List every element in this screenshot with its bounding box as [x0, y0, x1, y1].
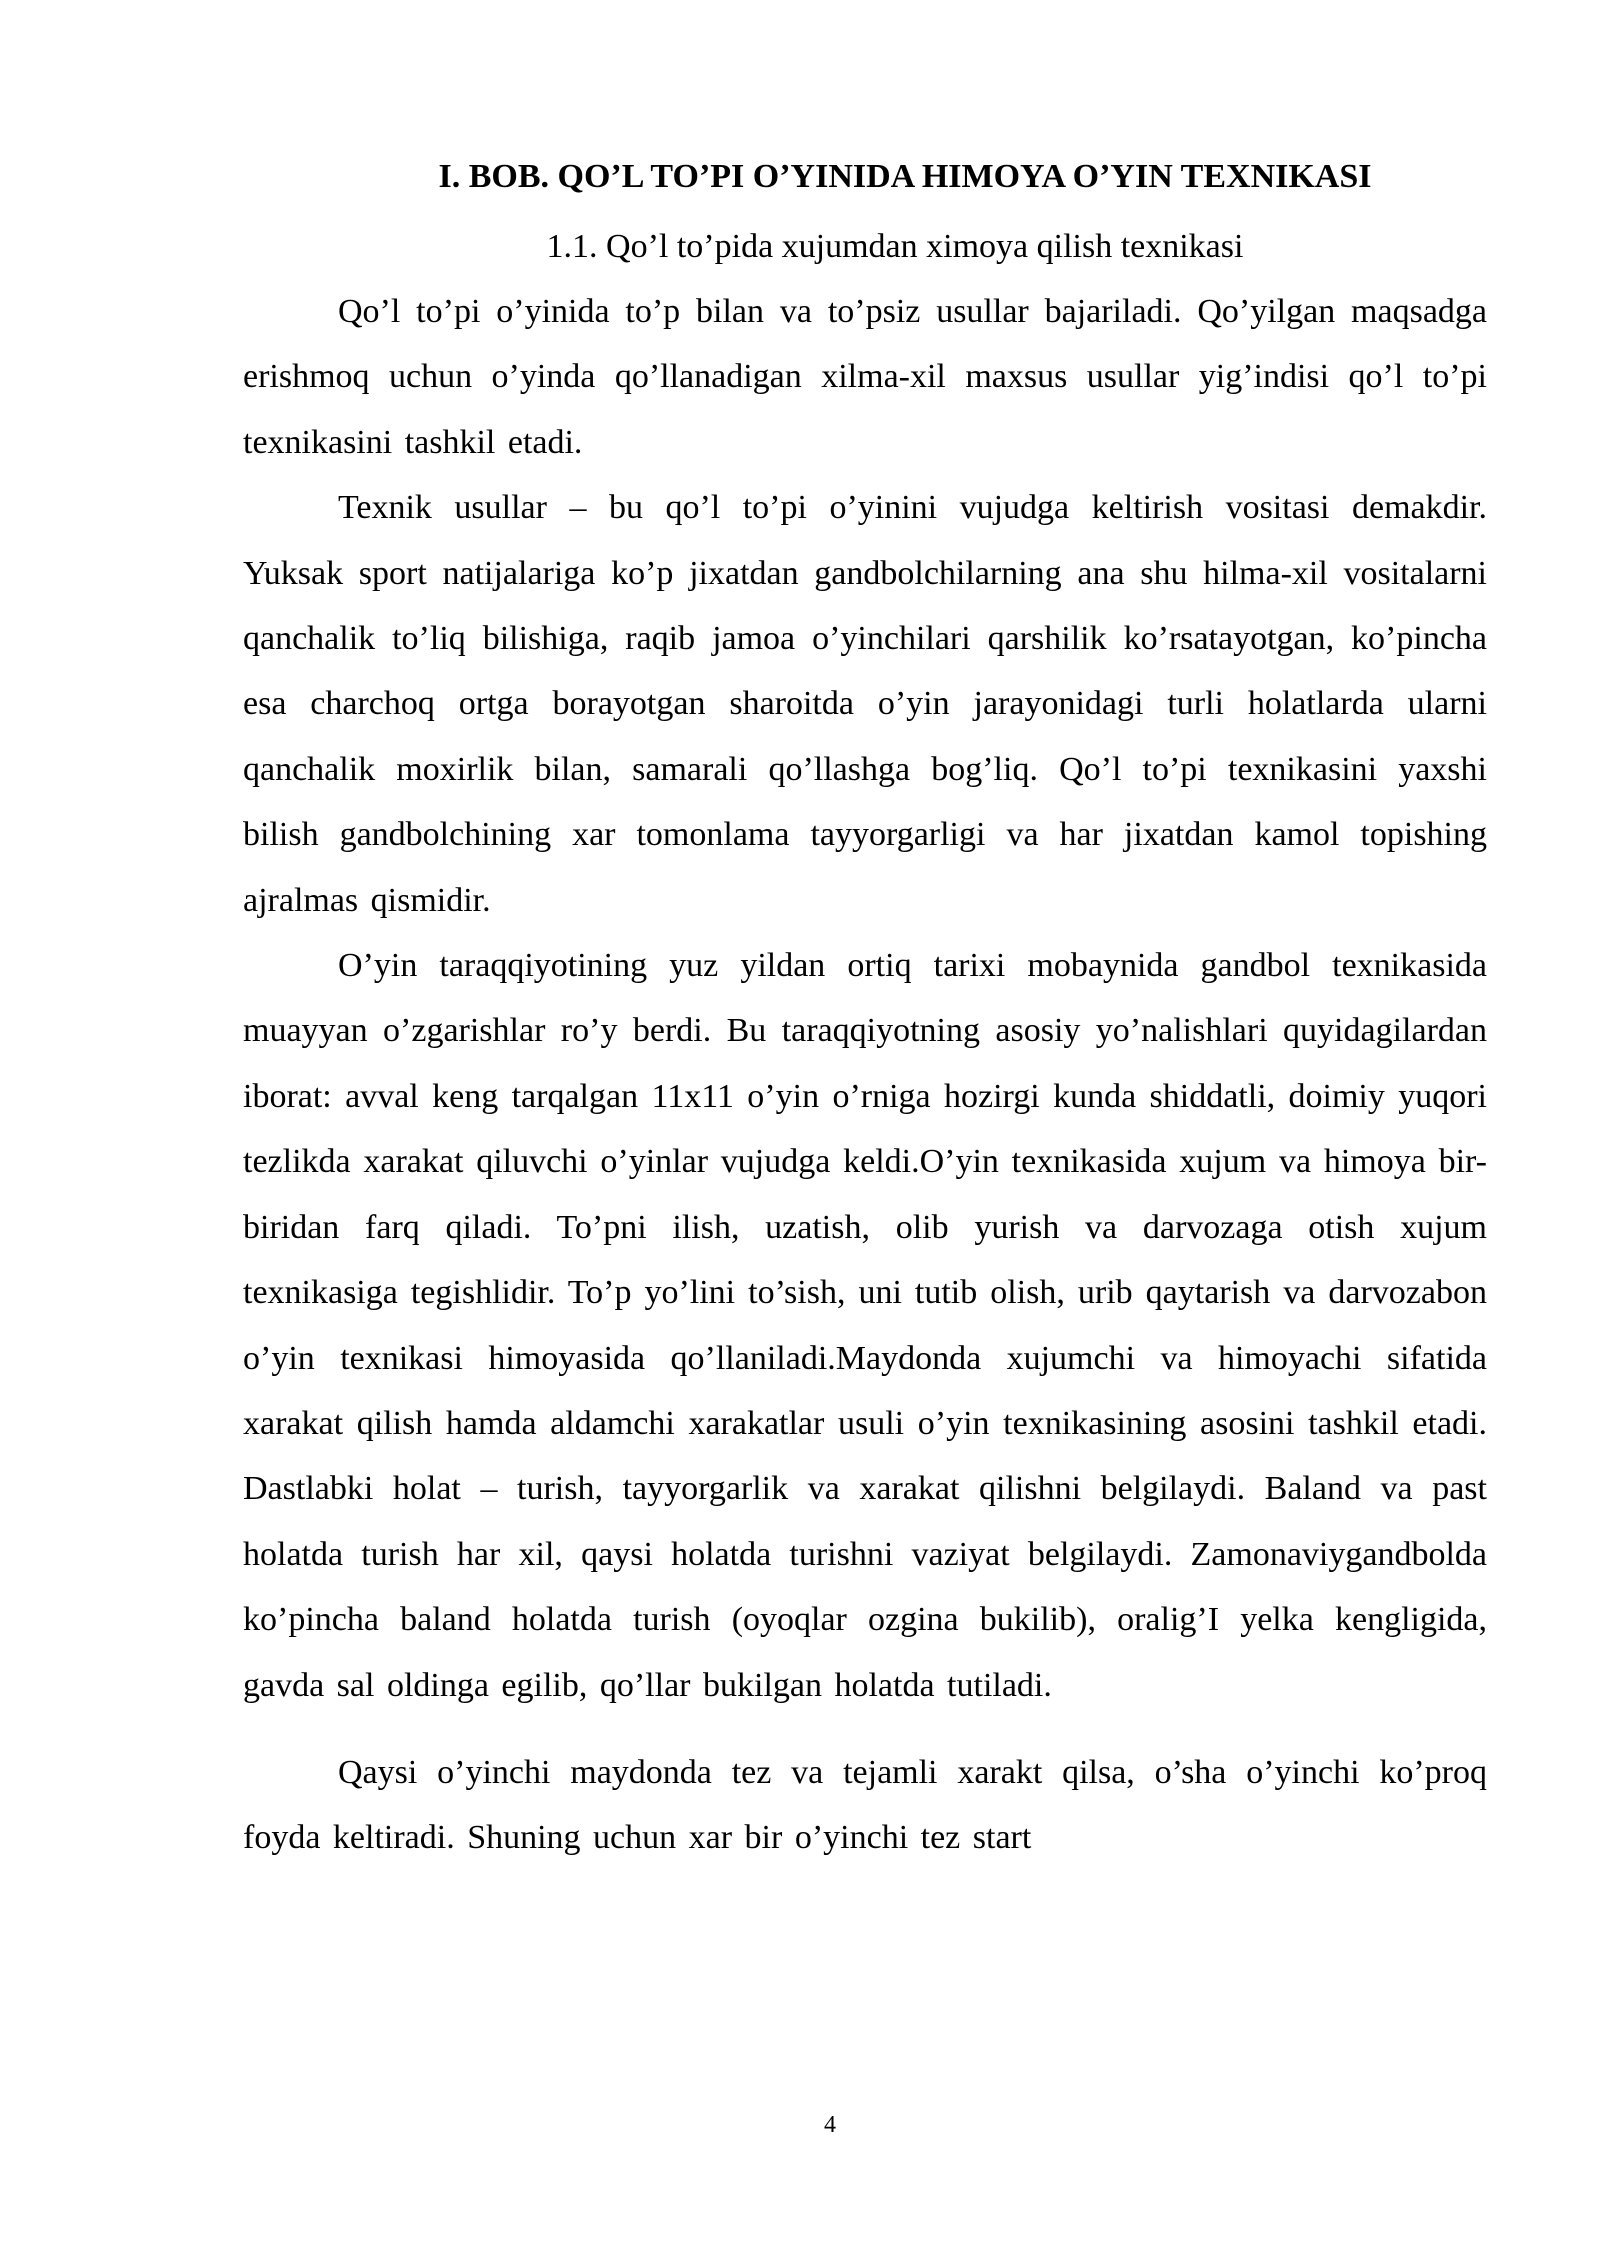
section-title: 1.1. Qo’l to’pida xujumdan ximoya qilish texnikasi [546, 228, 1244, 265]
paragraph-1: Qo’l to’pi o’yinida to’p bilan va to’psiz usullar bajariladi. Qo’yilgan maqsadga erishmoq uchun o’yinda qo’llanadigan xilma-xil maxsus usullar yig’indisi qo’l to’pi texnikasini tashkil etadi. [243, 293, 1487, 461]
paragraph-4: Qaysi o’yinchi maydonda tez va tejamli xarakt qilsa, o’sha o’yinchi ko’proq foyda keltiradi. Shuning uchun xar bir o’yinchi tez start [243, 1753, 1487, 1857]
paragraph-2: Texnik usullar – bu qo’l to’pi o’yinini vujudga keltirish vositasi demakdir. Yuksak sport natijalariga ko’p jixatdan gandbolchilarning ana shu hilma-xil vositalarni qanchalik to’liq bilishiga, raqib jamoa o’yinchilari qarshilik ko’rsatayotgan, ko’pincha esa charchoq ortga borayotgan sharoitda o’yin jarayonidagi turli holatlarda ularni qanchalik moxirlik bilan, samarali qo’llashga bog’liq. Qo’l to’pi texnikasini yaxshi bilish gandbolchining xar tomonlama tayyorgarligi va har jixatdan kamol topishing ajralmas qismidir. [243, 489, 1487, 919]
chapter-title: I. BOB. QO’L TO’PI O’YINIDA HIMOYA O’YIN TEXNIKASI [438, 158, 1372, 195]
page-content [243, 145, 1487, 1871]
page-number: 4 [824, 2112, 836, 2138]
paragraph-3: O’yin taraqqiyotining yuz yildan ortiq tarixi mobaynida gandbol texnikasida muayyan o’zgarishlar ro’y berdi. Bu taraqqiyotning asosiy yo’nalishlari quyidagilardan iborat: avval keng tarqalgan 11x11 o’yin o’rniga hozirgi kunda shiddatli, doimiy yuqori tezlikda xarakat qiluvchi o’yinlar vujudga keldi.O’yin texnikasida xujum va himoya bir-biridan farq qiladi. To’pni ilish, uzatish, olib yurish va darvozaga otish xujum texnikasiga tegishlidir. To’p yo’lini to’sish, uni tutib olish, urib qaytarish va darvozabon o’yin texnikasi himoyasida qo’llaniladi.Maydonda xujumchi va himoyachi sifatida xarakat qilish hamda aldamchi xarakatlar usuli o’yin texnikasining asosini tashkil etadi. Dastlabki holat – turish, tayyorgarlik va xarakat qilishni belgilaydi. Baland va past holatda turish har xil, qaysi holatda turishni vaziyat belgilaydi. Zamonaviygandbolda ko’pincha baland holatda turish (oyoqlar ozgina bukilib), oralig’I yelka kengligida, gavda sal oldinga egilib, qo’llar bukilgan holatda tutiladi. [243, 947, 1487, 1704]
